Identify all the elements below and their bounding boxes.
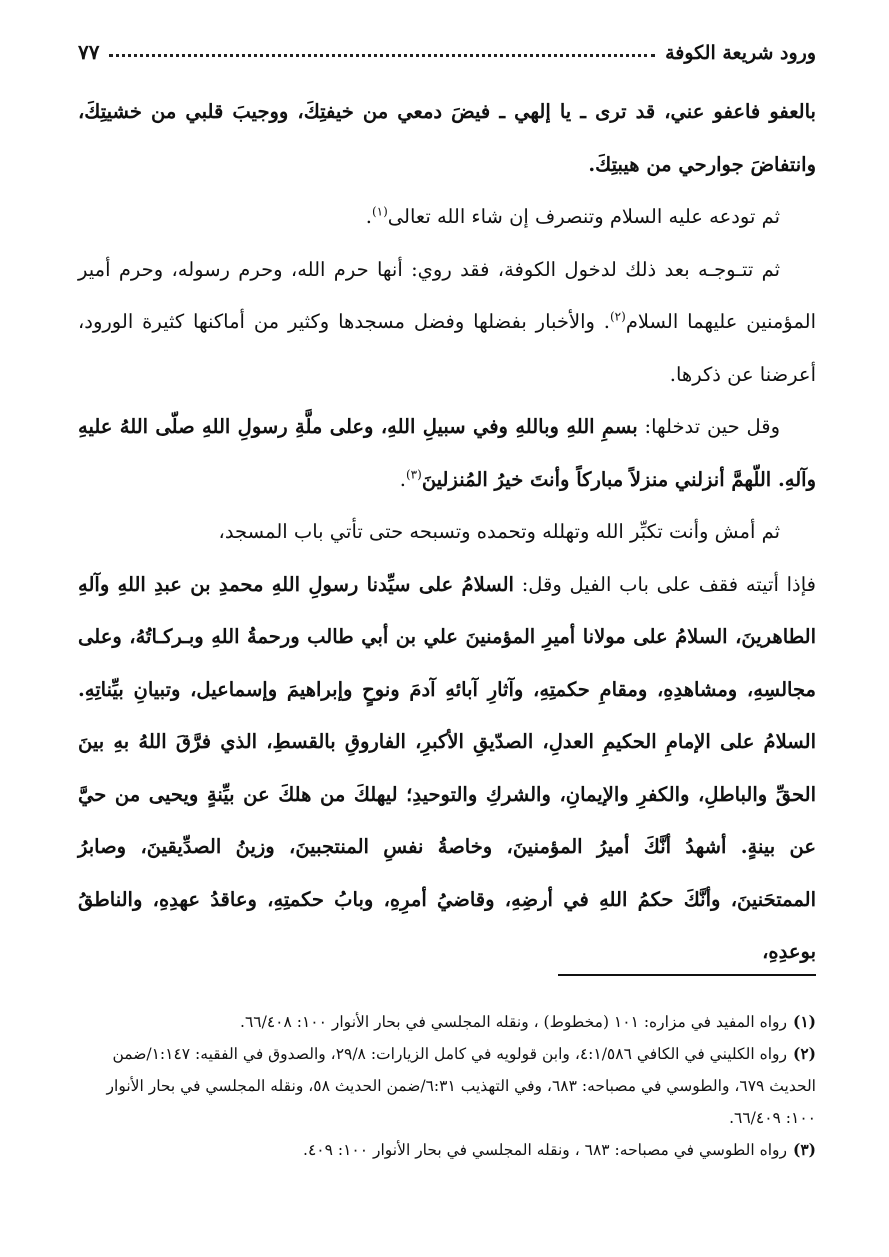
footnote-text: رواه الكليني في الكافي ٤:١/٥٨٦، وابن قولويه في كامل الزيارات: ٢٩/٨، والصدوق في الفقيه: ١:١٤٧/ضمن الحديث ٦٧٩، والطوسي في مصباحه: ٦٨٣، وفي التهذيب ٦:٣١/ضمن الحديث ٥٨، ونقله المجلسي في بحار الأنوار ١٠٠: ٦٦/٤٠٩.	[106, 1045, 816, 1127]
footnote-ref-1[interactable]: (١)	[371, 204, 388, 219]
footnote-ref-2[interactable]: (٢)	[609, 309, 626, 324]
kufa-entry-text-cont: . والأخبار بفضلها وفضل مسجدها وكثير من أماكنها كثيرة الورود، أعرضنا عن ذكرها.	[78, 310, 816, 386]
footnote-ref-3[interactable]: (٣)	[405, 467, 422, 481]
footnote-2	[78, 1038, 816, 1134]
footnote-number: (٢)	[792, 1044, 816, 1063]
footnote-3	[78, 1134, 816, 1166]
footnote-number: (٣)	[792, 1140, 816, 1159]
footnotes	[78, 1006, 816, 1166]
entry-prayer-end: .	[399, 467, 406, 491]
farewell-end: .	[365, 205, 372, 228]
book-page	[78, 28, 816, 1228]
paragraph-entry-prayer	[78, 401, 816, 506]
chapter-title: ورود شريعة الكوفة	[665, 42, 816, 64]
paragraph-kufa-entry	[78, 244, 816, 402]
header-dot-leader	[109, 54, 655, 57]
bab-al-fil-intro: فإذا أتيته فقف على باب الفيل وقل:	[521, 572, 816, 596]
footnote-number: (١)	[792, 1012, 816, 1031]
running-header	[78, 28, 816, 64]
paragraph-walk-to-mosque: ثم أمش وأنت تكبِّر الله وتهلله وتحمده وتسبحه حتى تأتي باب المسجد،	[218, 520, 780, 543]
entry-prayer-intro: وقل حين تدخلها:	[644, 415, 781, 438]
kufa-entry-text: ثم تتـوجـه بعد ذلك لدخول الكوفة، فقد روي: أنها حرم الله، وحرم رسوله، وحرم أمير المؤمنين عليهما السلام	[78, 257, 816, 333]
footnote-1	[78, 1006, 816, 1038]
page-number: ٧٧	[78, 40, 100, 64]
footnote-text: رواه المفيد في مزاره: ١٠١ (مخطوط) ، ونقله المجلسي في بحار الأنوار ١٠٠: ٦٦/٤٠٨.	[240, 1013, 787, 1031]
paragraph-supplication-end: بالعفو فاعفو عني، قد ترى ـ يا إلهي ـ فيضَ دمعي من خيفتِكَ، ووجيبَ قلبي من خشيتِكَ، وانتفاضَ جوارحي من هيبتِكَ.	[78, 100, 816, 176]
paragraph-bab-al-fil	[78, 559, 816, 979]
footnote-text: رواه الطوسي في مصباحه: ٦٨٣ ، ونقله المجلسي في بحار الأنوار ١٠٠: ٤٠٩.	[303, 1141, 787, 1159]
ziyarah-text: السلامُ على سيِّدنا رسولِ اللهِ محمدِ بن عبدِ اللهِ وآلهِ الطاهرينَ، السلامُ على مولانا أميرِ المؤمنينَ علي بن أبي طالب ورحمةُ اللهِ وبـركـاتُهُ، وعلى مجالسِهِ، ومشاهدِهِ، ومقامِ حكمتِهِ، وآثارِ آبائهِ آدمَ ونوحٍ وإبراهيمَ وإسماعيل، وتبيانِ بيِّناتِهِ. السلامُ على الإمامِ الحكيمِ العدلِ، الصدّيقِ الأكبرِ، الفاروقِ بالقسطِ، الذي فرَّقَ اللهُ بهِ بينَ الحقِّ والباطلِ، والكفرِ والإيمانِ، والشركِ والتوحيدِ؛ ليهلكَ من هلكَ عن بيِّنةٍ ويحيى من حيَّ عن بينةٍ. أشهدُ أنَّكَ أميرُ المؤمنينَ، وخاصةُ نفسِ المنتجبينَ، وزينُ الصدِّيقينَ، وصابرُ الممتحَنينَ، وأنَّكَ حكمُ اللهِ في أرضِهِ، وقاضيُ أمرِهِ، وبابُ حكمتِهِ، وعاقدُ عهدِهِ، والناطقُ بوعدِهِ،	[78, 572, 816, 963]
footnote-separator	[558, 974, 816, 976]
paragraph-farewell	[78, 191, 816, 244]
farewell-text: ثم تودعه عليه السلام وتنصرف إن شاء الله تعالى	[387, 205, 780, 228]
entry-prayer-text: بسمِ اللهِ وباللهِ وفي سبيلِ اللهِ، وعلى ملَّةِ رسولِ اللهِ صلّى اللهُ عليهِ وآلهِ. اللّهمَّ أنزلني منزلاً مباركاً وأنتَ خيرُ المُنزلينَ	[78, 415, 816, 491]
main-text	[78, 86, 816, 979]
